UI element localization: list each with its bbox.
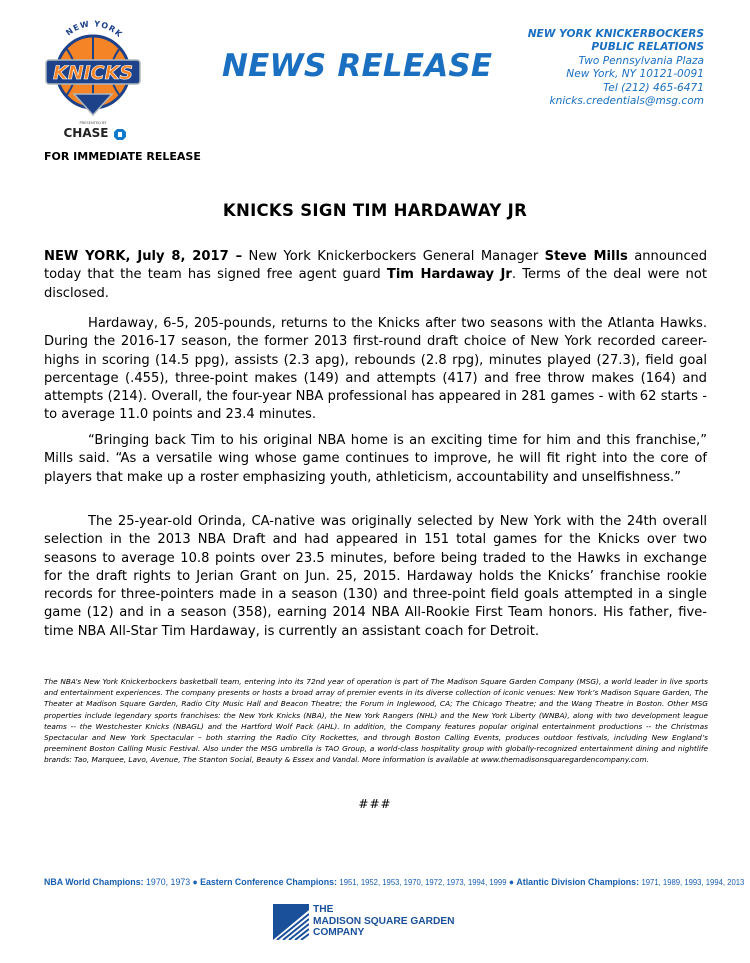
msg-line2: MADISON SQUARE GARDEN: [313, 915, 455, 927]
player-name: Tim Hardaway Jr: [386, 267, 512, 283]
east-champs-years: 1951, 1952, 1953, 1970, 1972, 1973, 1994, 1999: [339, 877, 507, 887]
division-champs-years: 1971, 1989, 1993, 1994, 2013: [641, 877, 745, 887]
msg-line3: COMPANY: [313, 927, 365, 939]
bullet-icon: ●: [508, 877, 514, 887]
lead-text-a: New York Knickerbockers General Manager: [242, 249, 545, 264]
quote-paragraph-text: “Bringing back Tim to his original NBA home is an exciting time for him and this franchise,” Mills said. “As a versatile wing whose game continues to improve, he will fit right into the core of players that make up a roster emphasizing youth, athleticism, accountability and unselfishness.”: [44, 433, 707, 485]
contact-org-name: NEW YORK KNICKERBOCKERS: [527, 28, 704, 40]
logo-sponsor: CHASE: [63, 126, 109, 140]
boilerplate-text: The NBA’s New York Knickerbockers basketball team, entering into its 72nd year of operation is part of The Madison Square Garden Company (MSG), a world leader in live sports and entertainment experiences. The company presents or hosts a broad array of premier events in its diverse collection of iconic venues: New York’s Madison Square Garden, The Theater at Madison Square Garden, Radio City Music Hall and Beacon Theatre; the Forum in Inglewood, CA; The Chicago Theatre; and the Wang Theatre in Boston. Other MSG properties include legendary sports franchises: the New York Knicks (NBA), the New York Rangers (NHL) and the New York Liberty (WNBA), along with two development league teams -- the Westchester Knicks (NBAGL) and the Hartford Wolf Pack (AHL). In addition, the Company features popular original entertainment productions -- the Christmas Spectacular and New York Spectacular – both starring the Radio City Rockettes, and through Boston Calling Events, produces outdoor festivals, including New England’s preeminent Boston Calling Music Festival. Also under the MSG umbrella is TAO Group, a world-class hospitality group with globally-recognized entertainment dining and nightlife brands: Tao, Marquee, Lavo, Avenue, The Stanton Social, Beauty & Essex and Vandal. More information is available at www.themadisonsquaregardencompany.com.: [44, 677, 708, 765]
lead-text-b: announced today that the team has signed free agent guard: [44, 249, 708, 283]
knicks-logo-graphic: [44, 20, 142, 140]
world-champs-years: 1970, 1973: [146, 877, 191, 888]
release-tag: FOR IMMEDIATE RELEASE: [44, 150, 201, 163]
quote-paragraph: [44, 432, 707, 487]
lead-paragraph: [44, 248, 707, 303]
end-mark: ###: [358, 797, 392, 811]
msg-company-logo: [273, 904, 473, 944]
msg-logo-icon: [273, 904, 309, 940]
news-release-title: NEWS RELEASE: [222, 48, 493, 84]
logo-presented-by: PRESENTED BY: [79, 121, 107, 125]
division-champs-label: Atlantic Division Champions:: [516, 877, 640, 888]
stats-paragraph-text: Hardaway, 6-5, 205-pounds, returns to the Knicks after two seasons with the Atlanta Hawks. During the 2016-17 season, the former 2013 first-round draft choice of New York recorded career-highs in scoring (14.5 ppg), assists (2.3 apg), rebounds (2.8 rpg), minutes played (27.3), field goal percentage (.455), three-point makes (149) and attempts (417) and free throw makes (164) and attempts (214). Overall, the four-year NBA professional has appeared in 281 games - with 62 starts - to average 11.0 points and 23.4 minutes.: [44, 316, 707, 423]
world-champs-label: NBA World Champions:: [44, 877, 144, 888]
chase-octagon-icon: [114, 129, 126, 140]
contact-department: PUBLIC RELATIONS: [591, 41, 704, 54]
bullet-icon: ●: [192, 877, 198, 887]
contact-email: knicks.credentials@msg.com: [549, 95, 704, 108]
lead-text-c: . Terms of the deal were not disclosed.: [44, 267, 707, 301]
championships-line: [44, 877, 744, 888]
pr-contact-block: [528, 28, 704, 108]
logo-arc-text: NEW YORK: [64, 20, 125, 40]
contact-address-line2: New York, NY 10121-0091: [566, 68, 704, 81]
headline: KNICKS SIGN TIM HARDAWAY JR: [222, 201, 528, 220]
gm-name: Steve Mills: [544, 249, 628, 264]
logo-wordmark: KNICKS: [52, 62, 134, 84]
msg-line1: THE: [313, 904, 334, 915]
contact-address-line1: Two Pennsylvania Plaza: [578, 54, 704, 67]
background-paragraph-text: The 25-year-old Orinda, CA-native was originally selected by New York with the 24th overall selection in the 2013 NBA Draft and had appeared in 151 total games for the Knicks over two seasons to average 10.8 points over 23.5 minutes, before being traded to the Hawks in exchange for the draft rights to Jerian Grant on Jun. 25, 2015. Hardaway holds the Knicks’ franchise rookie records for three-pointers made in a season (130) and three-point field goals attempted in a single game (12) and in a season (358), earning 2014 NBA All-Rookie First Team honors. His father, five-time NBA All-Star Tim Hardaway, is currently an assistant coach for Detroit.: [44, 514, 707, 639]
east-champs-label: Eastern Conference Champions:: [200, 877, 337, 888]
stats-paragraph: [44, 315, 707, 425]
knicks-logo: [44, 20, 142, 140]
dateline: NEW YORK, July 8, 2017 –: [44, 249, 243, 264]
msg-company-name: [313, 904, 455, 939]
contact-phone: Tel (212) 465-6471: [603, 81, 704, 94]
background-paragraph: [44, 513, 707, 641]
